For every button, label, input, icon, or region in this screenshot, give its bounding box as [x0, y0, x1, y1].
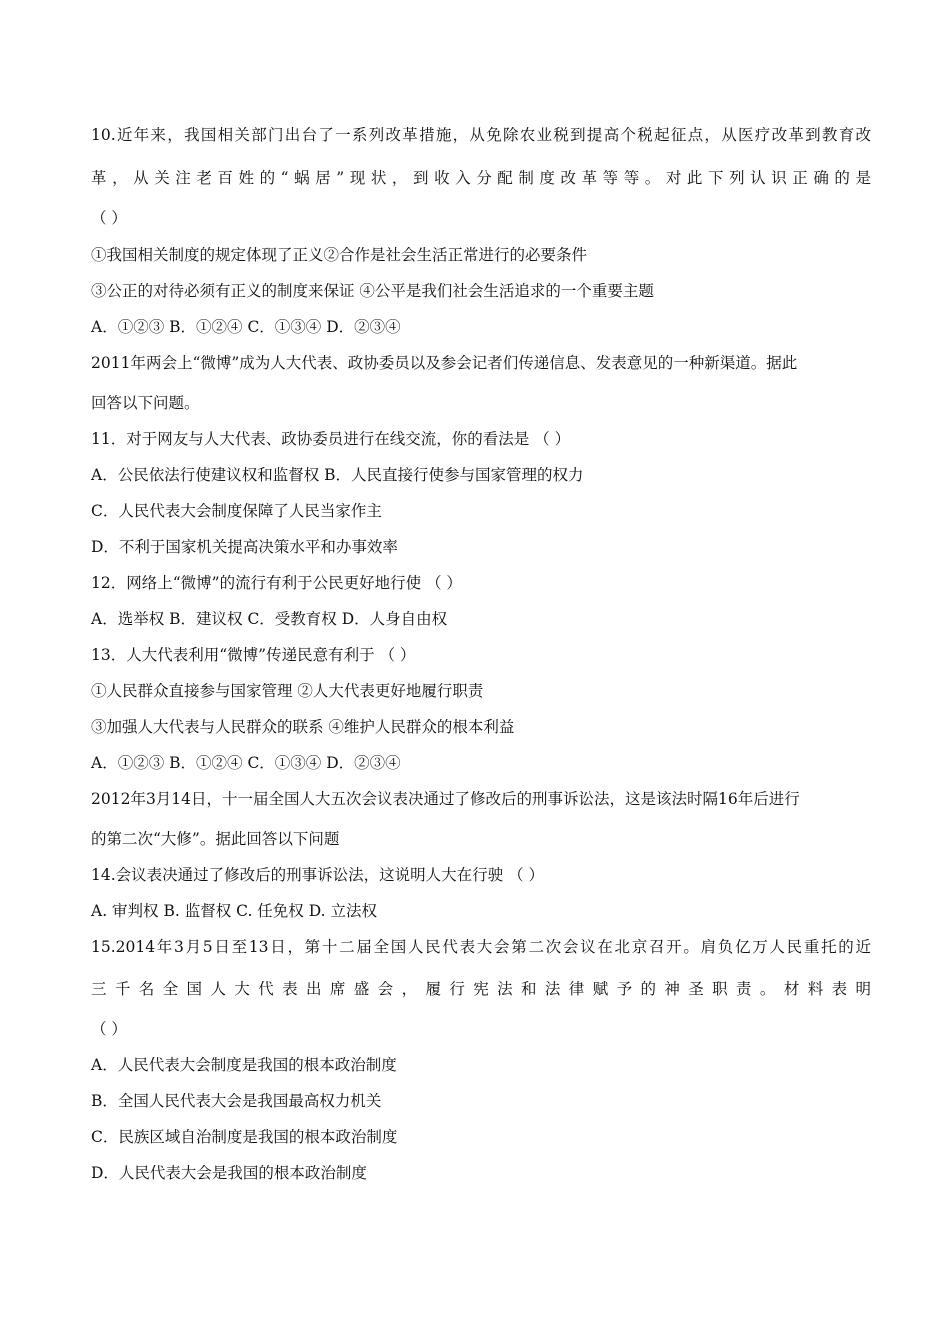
- material-1-line-2: 回答以下问题。: [91, 394, 200, 412]
- q15-option-a: A．人民代表大会制度是我国的根本政治制度: [91, 1056, 397, 1074]
- q10-stem-line-1: 10.近年来，我国相关部门出台了一系列改革措施，从免除农业税到提高个税起征点，从医疗改革到教育改: [91, 126, 871, 144]
- q13-statement-1-2: ①人民群众直接参与国家管理 ②人大代表更好地履行职责: [91, 682, 484, 700]
- q11-option-c: C．人民代表大会制度保障了人民当家作主: [91, 502, 382, 520]
- q10-options: A．①②③ B．①②④ C．①③④ D．②③④: [91, 318, 401, 336]
- q13-options: A．①②③ B．①②④ C．①③④ D．②③④: [91, 754, 401, 772]
- q13-stem: 13．人大代表利用“微博”传递民意有利于 （ ）: [91, 646, 416, 664]
- material-1-line-1: 2011年两会上“微博”成为人大代表、政协委员以及参会记者们传递信息、发表意见的一种新渠道。据此: [91, 354, 798, 372]
- q11-stem: 11．对于网友与人大代表、政协委员进行在线交流，你的看法是 （ ）: [91, 430, 571, 448]
- q12-options: A．选举权 B．建议权 C．受教育权 D．人身自由权: [91, 610, 448, 628]
- q10-stem-line-2: 革，从关注老百姓的“蜗居”现状，到收入分配制度改革等等。对此下列认识正确的是: [91, 169, 871, 187]
- q15-stem-line-1: 15.2014年3月5日至13日，第十二届全国人民代表大会第二次会议在北京召开。肩负亿万人民重托的近: [91, 938, 871, 956]
- material-2-line-1: 2012年3月14日，十一届全国人大五次会议表决通过了修改后的刑事诉讼法，这是该法时隔16年后进行: [91, 790, 800, 808]
- q15-stem-line-2: 三千名全国人大代表出席盛会，履行宪法和法律赋予的神圣职责。材料表明: [91, 980, 871, 998]
- q15-option-d: D．人民代表大会是我国的根本政治制度: [91, 1164, 367, 1182]
- q10-answer-blank: （ ）: [91, 209, 127, 227]
- q11-options-a-b: A．公民依法行使建议权和监督权 B．人民直接行使参与国家管理的权力: [91, 466, 584, 484]
- q14-options: A. 审判权 B. 监督权 C. 任免权 D. 立法权: [91, 902, 377, 920]
- q13-statement-3-4: ③加强人大代表与人民群众的联系 ④维护人民群众的根本利益: [91, 718, 515, 736]
- q14-stem: 14.会议表决通过了修改后的刑事诉讼法，这说明人大在行驶 （ ）: [91, 866, 545, 884]
- q15-answer-blank: （ ）: [91, 1020, 127, 1038]
- material-2-line-2: 的第二次“大修”。据此回答以下问题: [91, 830, 340, 848]
- q10-statement-1-2: ①我国相关制度的规定体现了正义②合作是社会生活正常进行的必要条件: [91, 246, 588, 264]
- q10-statement-3-4: ③公正的对待必须有正义的制度来保证 ④公平是我们社会生活追求的一个重要主题: [91, 282, 654, 300]
- q15-option-b: B．全国人民代表大会是我国最高权力机关: [91, 1092, 382, 1110]
- q12-stem: 12．网络上“微博”的流行有利于公民更好地行使 （ ）: [91, 574, 462, 592]
- q15-option-c: C．民族区域自治制度是我国的根本政治制度: [91, 1128, 398, 1146]
- q11-option-d: D．不利于国家机关提高决策水平和办事效率: [91, 538, 398, 556]
